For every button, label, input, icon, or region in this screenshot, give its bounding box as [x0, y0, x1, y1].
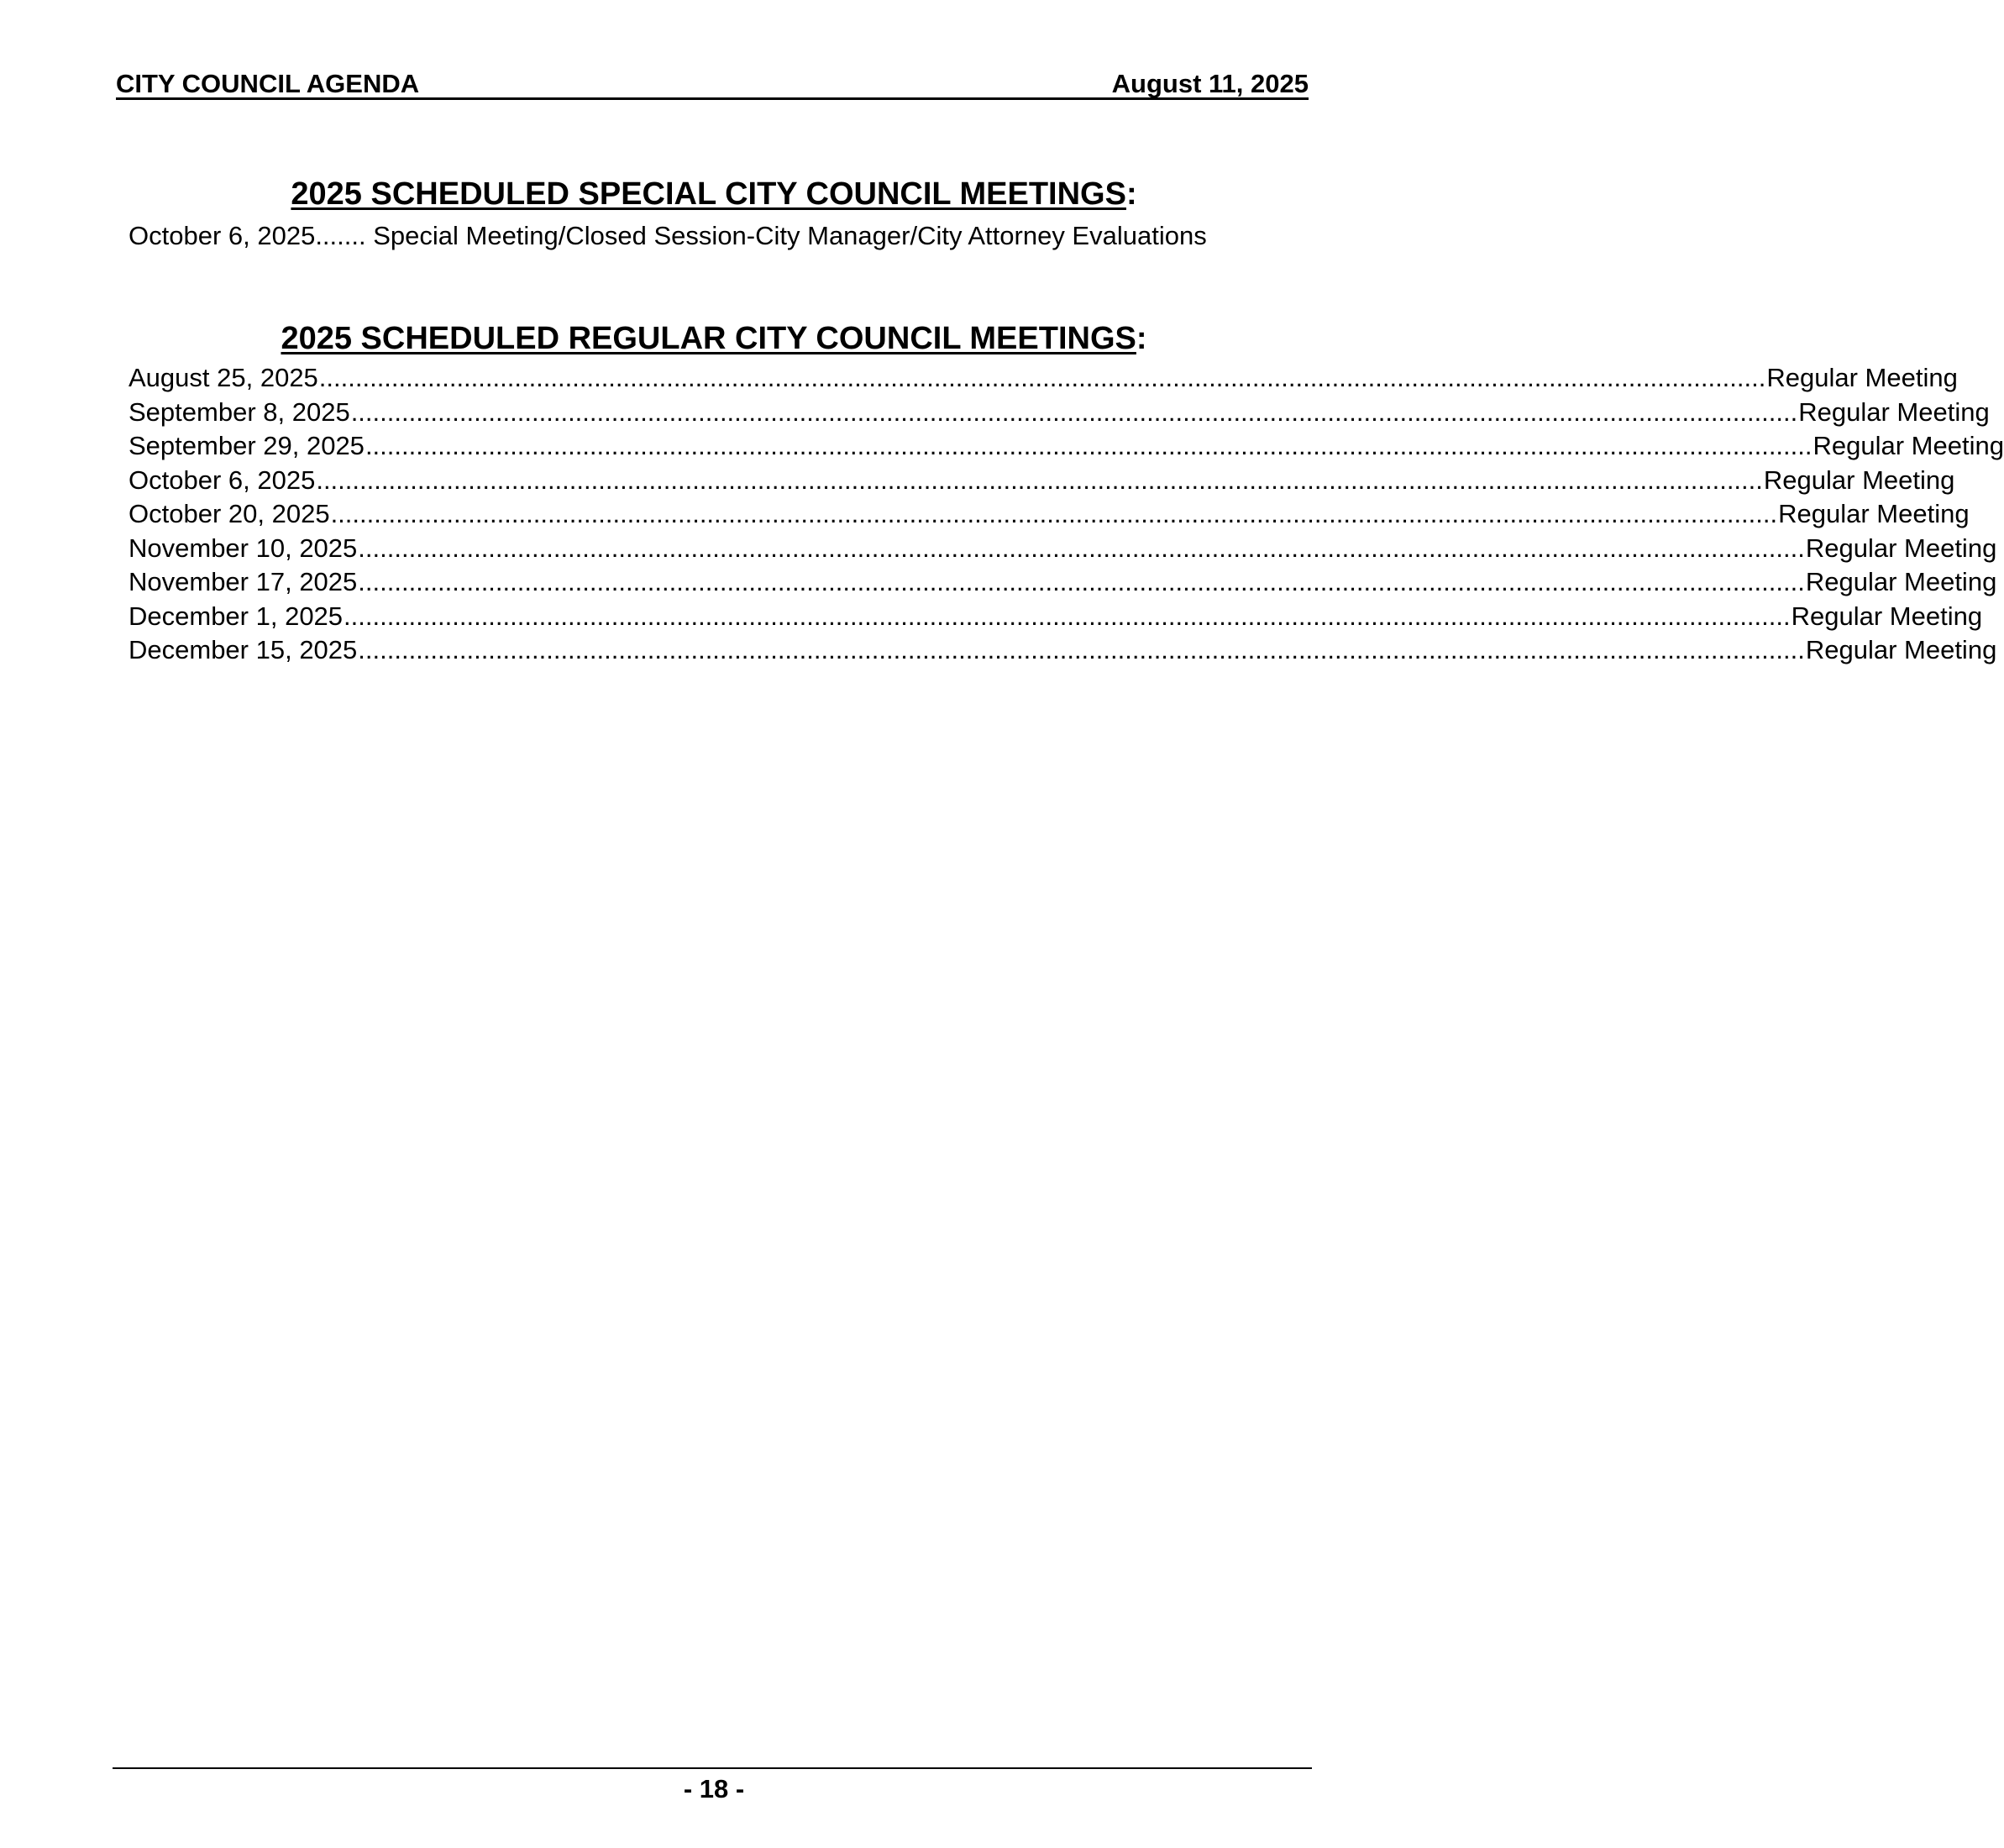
meeting-type: Regular Meeting [1813, 431, 2004, 460]
meeting-date: September 29, 2025 [129, 431, 365, 460]
dot-leader: ........................................................................................................................................................................................................ [358, 533, 1805, 563]
dot-leader: ........................................................................................................................................................................................................ [344, 601, 1791, 631]
page-header [116, 67, 1309, 100]
meeting-type: Regular Meeting [1805, 533, 1997, 563]
list-item [129, 361, 1958, 396]
list-item [129, 497, 1970, 532]
list-item [129, 396, 1990, 430]
meeting-date: October 20, 2025 [129, 499, 330, 528]
special-meetings-heading-text: 2025 SCHEDULED SPECIAL CITY COUNCIL MEETINGS [291, 176, 1126, 212]
meeting-type: Regular Meeting [1791, 601, 1983, 631]
list-item [129, 532, 1997, 566]
regular-meetings-heading-colon: : [1136, 321, 1147, 356]
special-meetings-heading-colon: : [1125, 176, 1137, 212]
dot-leader: ........................................................................................................................................................................................................ [350, 396, 1798, 427]
dot-leader: ........................................................................................................................................................................................................ [330, 499, 1778, 528]
meeting-date: December 15, 2025 [129, 635, 358, 664]
meeting-type: Regular Meeting [1805, 567, 1997, 596]
footer-divider [113, 1767, 1312, 1769]
dot-leader: ........................................................................................................................................................................................................ [318, 363, 1766, 392]
regular-meetings-heading-text: 2025 SCHEDULED REGULAR CITY COUNCIL MEETINGS [281, 321, 1136, 356]
agenda-title: CITY COUNCIL AGENDA [116, 69, 420, 98]
meeting-type: Regular Meeting [1766, 363, 1958, 392]
dot-leader: ........................................................................................................................................................................................................ [365, 431, 1813, 460]
meeting-type: Regular Meeting [1798, 396, 1990, 427]
meeting-date: November 10, 2025 [129, 533, 358, 563]
list-item [129, 633, 1997, 668]
regular-meetings-heading [0, 321, 1428, 357]
list-item [129, 464, 1955, 498]
meeting-date: December 1, 2025 [129, 601, 344, 631]
agenda-date: August 11, 2025 [1111, 69, 1309, 98]
page-number: - 18 - [683, 1774, 745, 1803]
meeting-date: September 8, 2025 [129, 396, 350, 427]
meeting-type: Regular Meeting [1763, 465, 1955, 495]
dot-leader: ........................................................................................................................................................................................................ [358, 635, 1805, 664]
meeting-type: Regular Meeting [1778, 499, 1970, 528]
meeting-type: Regular Meeting [1805, 635, 1997, 664]
list-item [129, 600, 1983, 634]
special-meeting-entry: October 6, 2025....... Special Meeting/Closed Session-City Manager/City Attorney Evaluations [129, 221, 1207, 250]
dot-leader: ........................................................................................................................................................................................................ [316, 465, 1763, 495]
special-meetings-heading [0, 176, 1428, 213]
meeting-date: October 6, 2025 [129, 465, 316, 495]
regular-meetings-list [129, 361, 2004, 668]
meeting-date: November 17, 2025 [129, 567, 358, 596]
list-item [129, 565, 1997, 600]
dot-leader: ........................................................................................................................................................................................................ [358, 567, 1805, 596]
meeting-date: August 25, 2025 [129, 363, 318, 392]
list-item [129, 429, 2004, 464]
